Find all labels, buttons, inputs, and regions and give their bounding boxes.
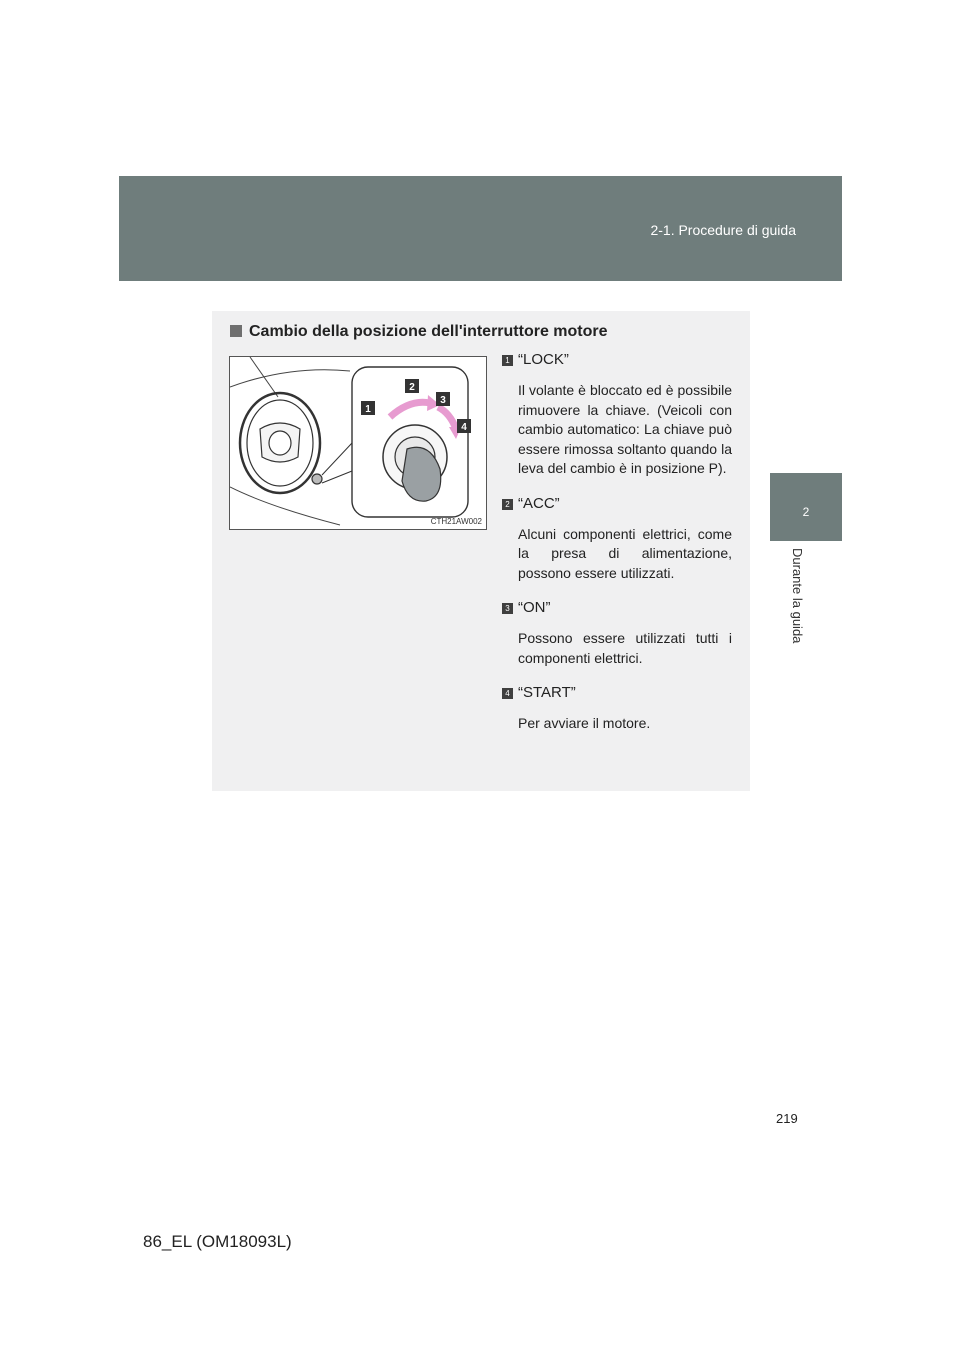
step-description: Per avviare il motore. — [518, 715, 651, 731]
step-description: Alcuni componenti elettrici, come la presa di alimentazione, possono essere utilizzati. — [518, 525, 732, 581]
step-number-badge: 2 — [502, 499, 513, 510]
square-bullet-icon — [230, 325, 242, 337]
step-description: Il volante è bloccato ed è possibile rimuovere la chiave. (Veicoli con cambio automatico: La chiave può essere rimossa soltanto quando la leva del cambio è in posizione P). — [518, 382, 732, 476]
header-band — [119, 176, 842, 281]
step-number-badge: 3 — [502, 603, 513, 614]
step-item — [500, 495, 732, 584]
page-number: 219 — [776, 1111, 798, 1126]
section-title-header: 2-1. Procedure di guida — [650, 222, 796, 238]
step-item — [500, 599, 732, 668]
chapter-number: 2 — [802, 505, 810, 519]
callout-3: 3 — [440, 395, 446, 406]
step-description: Possono essere utilizzati tutti i componenti elettrici. — [518, 630, 732, 666]
content-box — [212, 311, 750, 791]
step-number-badge: 1 — [502, 355, 513, 366]
ignition-diagram — [230, 357, 486, 529]
step-list — [500, 351, 732, 750]
step-item — [500, 684, 732, 734]
callout-1: 1 — [365, 404, 371, 415]
document-code: 86_EL (OM18093L) — [143, 1232, 292, 1251]
step-item — [500, 351, 732, 479]
step-heading: “ON” — [518, 599, 551, 616]
callout-4: 4 — [461, 422, 467, 433]
ignition-illustration — [229, 356, 487, 530]
step-heading: “ACC” — [518, 494, 560, 512]
chapter-label: Durante la guida — [790, 548, 805, 644]
box-title — [230, 323, 608, 341]
chapter-tab — [770, 473, 842, 541]
step-heading: “START” — [518, 684, 576, 701]
step-heading: “LOCK” — [518, 351, 569, 368]
figure-code: CTH21AW002 — [430, 517, 482, 526]
step-number-badge: 4 — [502, 688, 513, 699]
box-title-text: Cambio della posizione dell'interruttore motore — [249, 323, 608, 340]
callout-2: 2 — [409, 382, 415, 393]
